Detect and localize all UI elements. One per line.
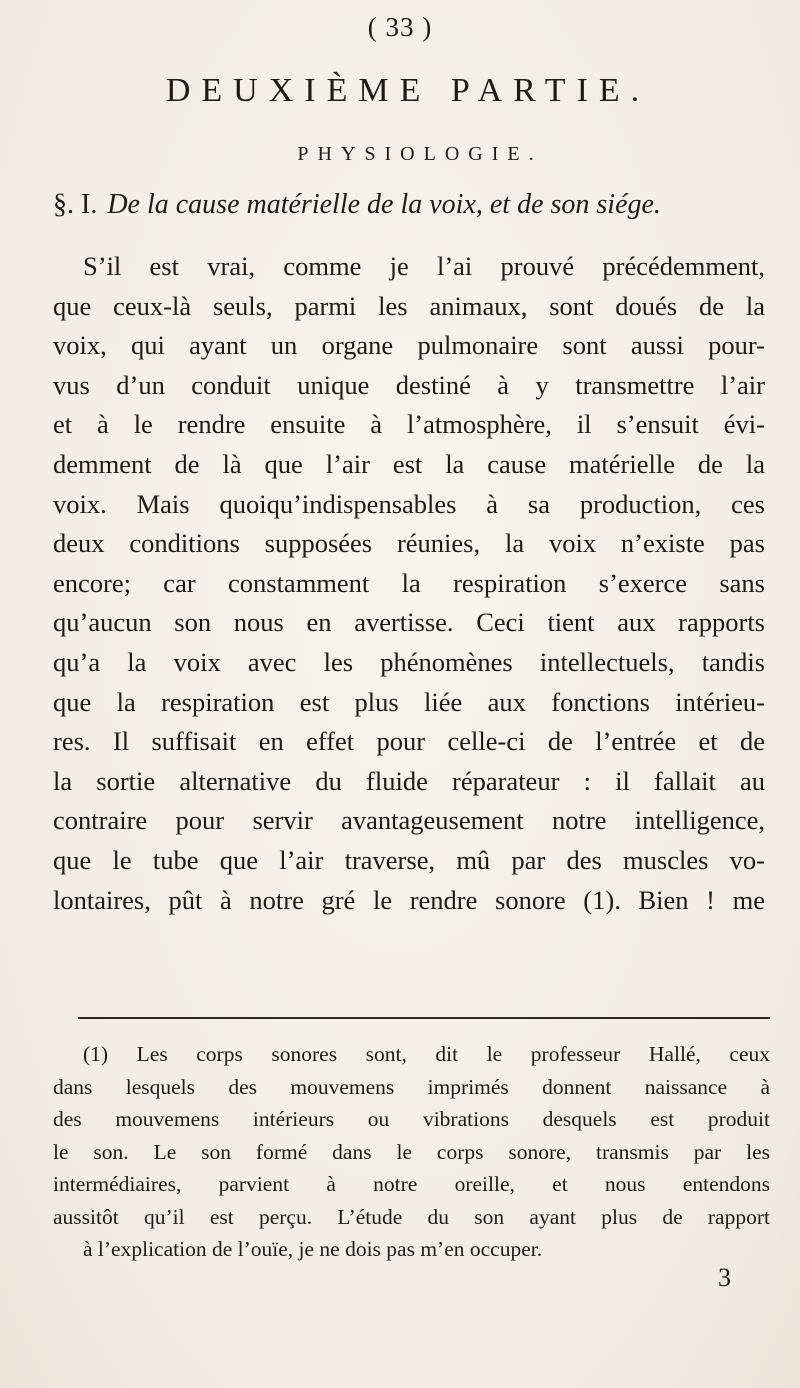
footnote-line: intermédiaires, parvient à notre oreille, et nous entendons [53, 1172, 770, 1196]
body-line: vus d’un conduit unique destiné à y transmettre l’air [53, 369, 765, 400]
body-line: que la respiration est plus liée aux fonctions intérieu- [53, 686, 765, 717]
footnote-divider [78, 1017, 770, 1019]
body-line: voix. Mais quoiqu’indispensables à sa production, ces [53, 488, 765, 519]
body-line: qu’a la voix avec les phénomènes intellectuels, tandis [53, 646, 765, 677]
body-line: voix, qui ayant un organe pulmonaire sont aussi pour- [53, 330, 765, 361]
body-line: et à le rendre ensuite à l’atmosphère, il s’ensuit évi- [53, 409, 765, 440]
page-number: ( 33 ) [367, 12, 433, 42]
body-line: que le tube que l’air traverse, mû par des muscles vo- [53, 844, 765, 875]
body-line: res. Il suffisait en effet pour celle-ci de l’entrée et de [53, 726, 765, 757]
body-line: deux conditions supposées réunies, la voix n’existe pas [53, 528, 765, 559]
section-title: De la cause matérielle de la voix, et de son siége. [107, 189, 661, 220]
footnote-line: à l’explication de l’ouïe, je ne dois pas m’en occuper. [83, 1237, 543, 1261]
section-heading [53, 189, 763, 221]
body-line: demment de là que l’air est la cause matérielle de la [53, 448, 765, 479]
body-line: S’il est vrai, comme je l’ai prouvé précédemment, [83, 251, 765, 281]
body-line: la sortie alternative du fluide réparateur : il fallait au [53, 765, 765, 796]
body-line: lontaires, pût à notre gré le rendre sonore (1). Bien ! me [53, 884, 765, 915]
footnote-line: des mouvemens intérieurs ou vibrations desquels est produit [53, 1107, 770, 1131]
footnote-line: aussitôt qu’il est perçu. L’étude du son ayant plus de rapport [53, 1204, 770, 1229]
body-text [53, 247, 765, 920]
footnote-line: (1) Les corps sonores sont, dit le professeur Hallé, ceux [83, 1042, 770, 1066]
body-line: que ceux-là seuls, parmi les animaux, sont doués de la [53, 290, 765, 321]
section-subtitle: PHYSIOLOGIE. [297, 143, 543, 165]
footnote [53, 1038, 770, 1266]
part-title: DEUXIÈME PARTIE. [165, 72, 651, 109]
footnote-line: le son. Le son formé dans le corps sonore, transmis par les [53, 1139, 770, 1164]
section-number: §. I. [53, 189, 98, 220]
body-line: qu’aucun son nous en avertisse. Ceci tient aux rapports [53, 607, 765, 638]
signature-mark: 3 [718, 1263, 731, 1292]
footnote-line: dans lesquels des mouvemens imprimés donnent naissance à [53, 1074, 770, 1099]
body-line: encore; car constamment la respiration s’exerce sans [53, 567, 765, 598]
body-line: contraire pour servir avantageusement notre intelligence, [53, 805, 765, 836]
